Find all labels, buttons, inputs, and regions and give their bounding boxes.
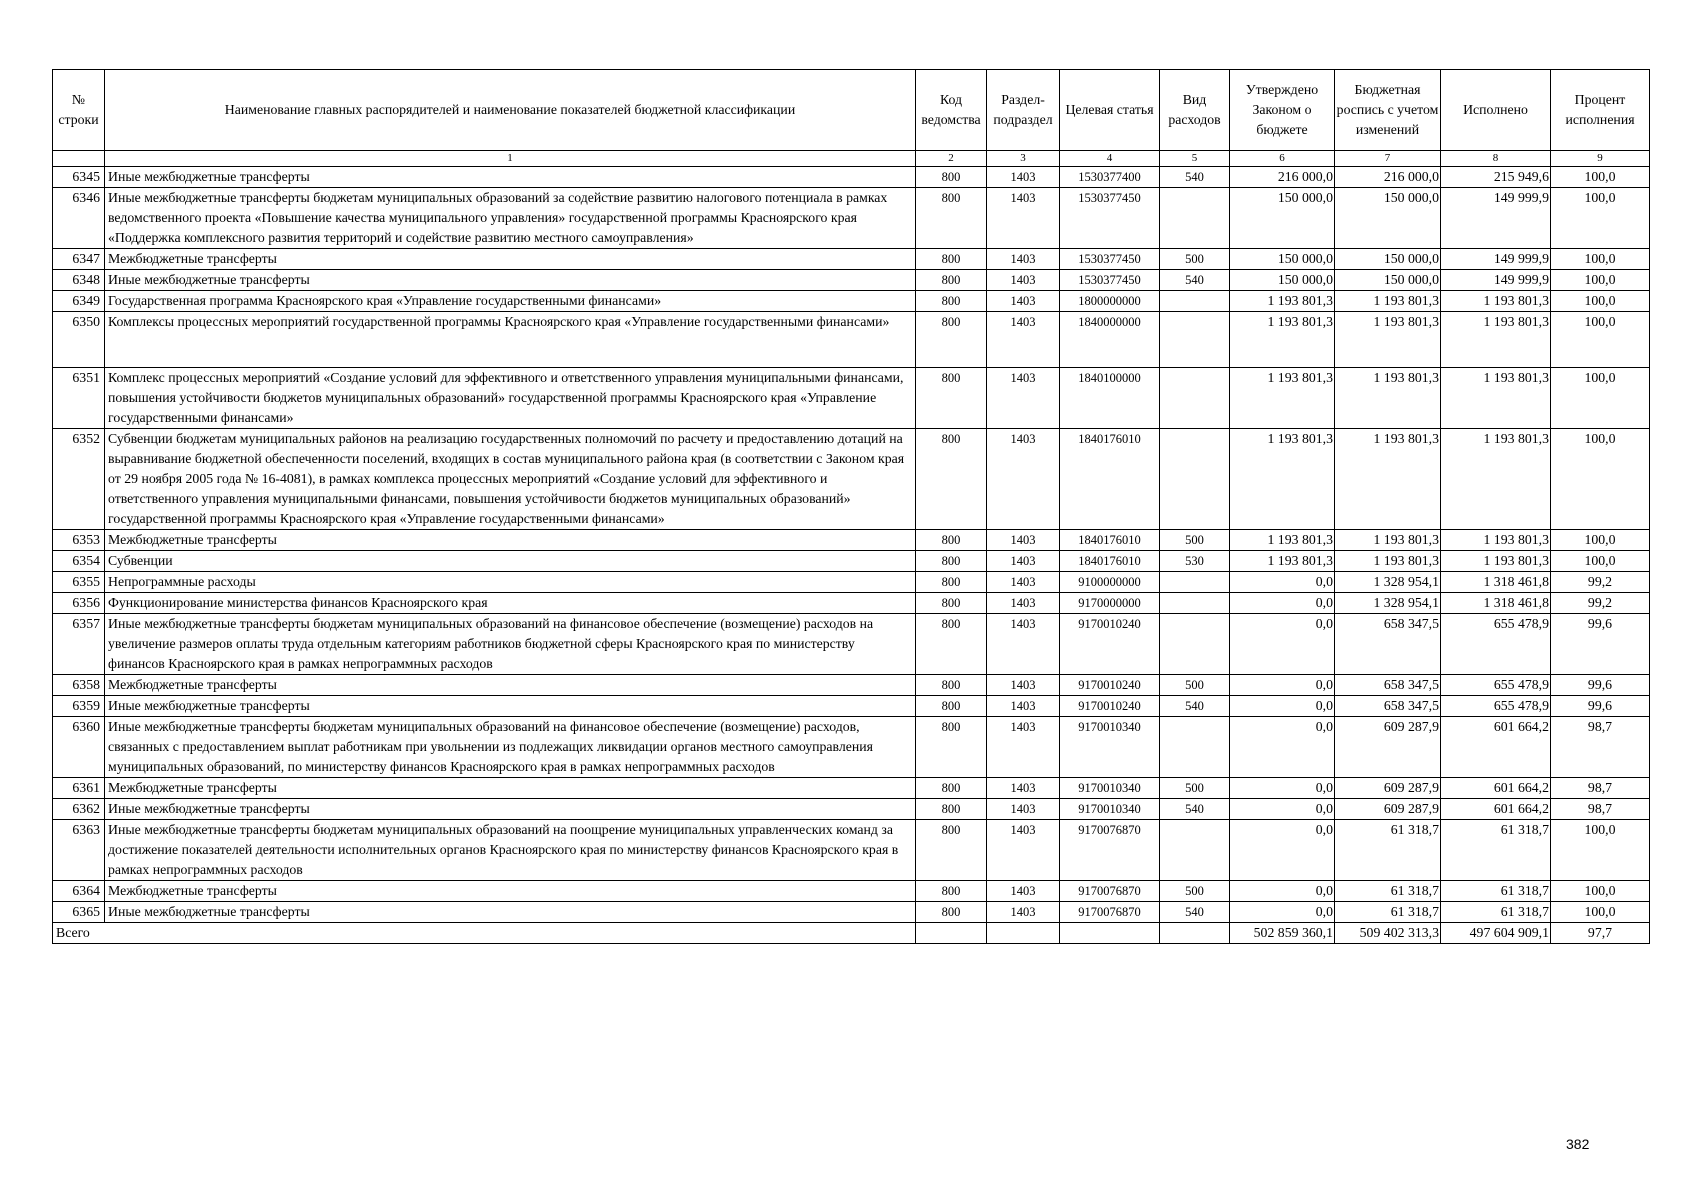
row-target-article: 9100000000 — [1060, 572, 1160, 593]
table-row — [53, 614, 1650, 675]
table-row — [53, 717, 1650, 778]
row-section: 1403 — [987, 778, 1060, 799]
column-number: 1 — [105, 151, 916, 167]
row-budget-plan: 150 000,0 — [1335, 188, 1441, 249]
row-name: Государственная программа Красноярского края «Управление государственными финансами» — [105, 291, 916, 312]
row-section: 1403 — [987, 799, 1060, 820]
row-dept-code: 800 — [916, 188, 987, 249]
row-section: 1403 — [987, 530, 1060, 551]
row-percent: 99,2 — [1551, 593, 1650, 614]
row-dept-code: 800 — [916, 249, 987, 270]
row-section: 1403 — [987, 696, 1060, 717]
row-number: 6347 — [53, 249, 105, 270]
row-target-article: 9170010340 — [1060, 778, 1160, 799]
row-dept-code: 800 — [916, 902, 987, 923]
row-expense-type: 530 — [1160, 551, 1230, 572]
row-executed: 655 478,9 — [1441, 614, 1551, 675]
row-executed: 149 999,9 — [1441, 249, 1551, 270]
row-name: Иные межбюджетные трансферты бюджетам муниципальных образований на поощрение муниципальных управленческих команд за достижение показателей деятельности исполнительных органов Красноярского края по министерству финансов Красноярского края в рамках непрограммных расходов — [105, 820, 916, 881]
row-number: 6354 — [53, 551, 105, 572]
row-approved: 1 193 801,3 — [1230, 551, 1335, 572]
row-percent: 99,6 — [1551, 675, 1650, 696]
row-section: 1403 — [987, 820, 1060, 881]
row-percent: 100,0 — [1551, 368, 1650, 429]
row-expense-type — [1160, 614, 1230, 675]
row-approved: 0,0 — [1230, 820, 1335, 881]
row-percent: 98,7 — [1551, 717, 1650, 778]
column-number: 5 — [1160, 151, 1230, 167]
row-executed: 1 193 801,3 — [1441, 291, 1551, 312]
row-budget-plan: 1 193 801,3 — [1335, 530, 1441, 551]
table-row — [53, 530, 1650, 551]
row-number: 6348 — [53, 270, 105, 291]
row-approved: 1 193 801,3 — [1230, 312, 1335, 368]
row-approved: 0,0 — [1230, 614, 1335, 675]
row-section: 1403 — [987, 614, 1060, 675]
row-approved: 1 193 801,3 — [1230, 368, 1335, 429]
row-name: Межбюджетные трансферты — [105, 675, 916, 696]
row-budget-plan: 1 328 954,1 — [1335, 593, 1441, 614]
row-target-article: 1840176010 — [1060, 530, 1160, 551]
row-name: Межбюджетные трансферты — [105, 881, 916, 902]
row-dept-code: 800 — [916, 429, 987, 530]
row-number: 6356 — [53, 593, 105, 614]
row-executed: 149 999,9 — [1441, 188, 1551, 249]
row-budget-plan: 1 193 801,3 — [1335, 551, 1441, 572]
header-expense-type: Вид расходов — [1160, 70, 1230, 151]
row-executed: 1 193 801,3 — [1441, 368, 1551, 429]
row-budget-plan: 1 193 801,3 — [1335, 429, 1441, 530]
total-approved: 502 859 360,1 — [1230, 923, 1335, 944]
row-budget-plan: 1 328 954,1 — [1335, 572, 1441, 593]
row-number: 6355 — [53, 572, 105, 593]
table-row — [53, 249, 1650, 270]
row-number: 6359 — [53, 696, 105, 717]
row-expense-type: 540 — [1160, 799, 1230, 820]
row-approved: 0,0 — [1230, 881, 1335, 902]
table-header-row — [53, 70, 1650, 151]
row-expense-type — [1160, 429, 1230, 530]
table-row — [53, 551, 1650, 572]
row-name: Межбюджетные трансферты — [105, 249, 916, 270]
row-executed: 1 318 461,8 — [1441, 572, 1551, 593]
row-target-article: 1530377450 — [1060, 270, 1160, 291]
row-target-article: 1840100000 — [1060, 368, 1160, 429]
column-number-row — [53, 151, 1650, 167]
row-executed: 1 193 801,3 — [1441, 429, 1551, 530]
total-empty-cell — [1160, 923, 1230, 944]
row-number: 6360 — [53, 717, 105, 778]
total-percent: 97,7 — [1551, 923, 1650, 944]
column-number: 6 — [1230, 151, 1335, 167]
row-approved: 0,0 — [1230, 799, 1335, 820]
column-number: 3 — [987, 151, 1060, 167]
row-section: 1403 — [987, 551, 1060, 572]
row-approved: 1 193 801,3 — [1230, 530, 1335, 551]
row-expense-type — [1160, 188, 1230, 249]
row-percent: 100,0 — [1551, 312, 1650, 368]
row-expense-type — [1160, 717, 1230, 778]
row-budget-plan: 150 000,0 — [1335, 249, 1441, 270]
row-approved: 1 193 801,3 — [1230, 291, 1335, 312]
row-dept-code: 800 — [916, 368, 987, 429]
row-section: 1403 — [987, 717, 1060, 778]
table-row — [53, 820, 1650, 881]
row-budget-plan: 216 000,0 — [1335, 167, 1441, 188]
total-empty-cell — [987, 923, 1060, 944]
row-percent: 99,6 — [1551, 614, 1650, 675]
row-name: Субвенции бюджетам муниципальных районов на реализацию государственных полномочий по расчету и предоставлению дотаций на выравнивание бюджетной обеспеченности поселений, входящих в состав муниципального района края (в соответствии с Законом края от 29 ноября 2005 года № 16-4081), в рамках комплекса процессных мероприятий «Создание условий для эффективного и ответственного управления муниципальными финансами, повышения устойчивости бюджетов муниципальных образований» государственной программы Красноярского края «Управление государственными финансами» — [105, 429, 916, 530]
row-approved: 0,0 — [1230, 717, 1335, 778]
row-name: Иные межбюджетные трансферты бюджетам муниципальных образований на финансовое обеспечение (возмещение) расходов на увеличение размеров оплаты труда отдельным категориям работников бюджетной сферы Красноярского края по министерству финансов Красноярского края в рамках непрограммных расходов — [105, 614, 916, 675]
row-target-article: 9170010340 — [1060, 717, 1160, 778]
header-approved: Утверждено Законом о бюджете — [1230, 70, 1335, 151]
row-name: Иные межбюджетные трансферты — [105, 696, 916, 717]
row-dept-code: 800 — [916, 312, 987, 368]
header-dept-code: Код ведомства — [916, 70, 987, 151]
row-expense-type: 540 — [1160, 270, 1230, 291]
row-number: 6361 — [53, 778, 105, 799]
row-expense-type — [1160, 312, 1230, 368]
row-number: 6345 — [53, 167, 105, 188]
total-plan: 509 402 313,3 — [1335, 923, 1441, 944]
row-budget-plan: 609 287,9 — [1335, 778, 1441, 799]
row-number: 6362 — [53, 799, 105, 820]
row-target-article: 1840000000 — [1060, 312, 1160, 368]
column-number: 7 — [1335, 151, 1441, 167]
row-section: 1403 — [987, 270, 1060, 291]
row-number: 6349 — [53, 291, 105, 312]
row-approved: 0,0 — [1230, 572, 1335, 593]
row-expense-type: 500 — [1160, 675, 1230, 696]
row-name: Иные межбюджетные трансферты — [105, 902, 916, 923]
row-percent: 98,7 — [1551, 778, 1650, 799]
row-dept-code: 800 — [916, 270, 987, 291]
column-number: 8 — [1441, 151, 1551, 167]
row-executed: 61 318,7 — [1441, 820, 1551, 881]
header-row-number: № строки — [53, 70, 105, 151]
row-percent: 100,0 — [1551, 429, 1650, 530]
row-percent: 100,0 — [1551, 249, 1650, 270]
table-row — [53, 312, 1650, 368]
row-approved: 1 193 801,3 — [1230, 429, 1335, 530]
row-number: 6365 — [53, 902, 105, 923]
row-dept-code: 800 — [916, 572, 987, 593]
row-number: 6351 — [53, 368, 105, 429]
row-section: 1403 — [987, 291, 1060, 312]
row-section: 1403 — [987, 167, 1060, 188]
row-executed: 655 478,9 — [1441, 696, 1551, 717]
row-dept-code: 800 — [916, 675, 987, 696]
row-approved: 0,0 — [1230, 778, 1335, 799]
row-expense-type: 500 — [1160, 249, 1230, 270]
budget-execution-table — [52, 69, 1650, 944]
row-expense-type: 500 — [1160, 530, 1230, 551]
table-row — [53, 188, 1650, 249]
row-percent: 100,0 — [1551, 530, 1650, 551]
row-dept-code: 800 — [916, 551, 987, 572]
budget-table-sheet — [52, 69, 1650, 944]
row-approved: 150 000,0 — [1230, 249, 1335, 270]
row-dept-code: 800 — [916, 593, 987, 614]
total-executed: 497 604 909,1 — [1441, 923, 1551, 944]
row-number: 6363 — [53, 820, 105, 881]
row-executed: 1 193 801,3 — [1441, 551, 1551, 572]
row-expense-type: 500 — [1160, 778, 1230, 799]
row-percent: 100,0 — [1551, 167, 1650, 188]
row-executed: 149 999,9 — [1441, 270, 1551, 291]
row-target-article: 1530377400 — [1060, 167, 1160, 188]
row-expense-type — [1160, 572, 1230, 593]
row-number: 6353 — [53, 530, 105, 551]
row-target-article: 9170000000 — [1060, 593, 1160, 614]
row-expense-type: 540 — [1160, 696, 1230, 717]
row-name: Комплексы процессных мероприятий государственной программы Красноярского края «Управление государственными финансами» — [105, 312, 916, 368]
row-number: 6358 — [53, 675, 105, 696]
row-dept-code: 800 — [916, 530, 987, 551]
row-executed: 1 318 461,8 — [1441, 593, 1551, 614]
row-target-article: 9170010240 — [1060, 614, 1160, 675]
row-budget-plan: 658 347,5 — [1335, 614, 1441, 675]
header-executed: Исполнено — [1441, 70, 1551, 151]
row-approved: 0,0 — [1230, 675, 1335, 696]
total-row — [53, 923, 1650, 944]
row-name: Иные межбюджетные трансферты — [105, 167, 916, 188]
row-target-article: 9170076870 — [1060, 820, 1160, 881]
row-percent: 100,0 — [1551, 551, 1650, 572]
row-section: 1403 — [987, 881, 1060, 902]
row-number: 6352 — [53, 429, 105, 530]
table-row — [53, 778, 1650, 799]
row-executed: 61 318,7 — [1441, 881, 1551, 902]
row-name: Иные межбюджетные трансферты бюджетам муниципальных образований за содействие развитию налогового потенциала в рамках ведомственного проекта «Повышение качества муниципального управления» государственной программы Красноярского края «Поддержка комплексного развития территорий и содействие развитию местного самоуправления» — [105, 188, 916, 249]
row-budget-plan: 61 318,7 — [1335, 902, 1441, 923]
row-target-article: 9170076870 — [1060, 881, 1160, 902]
row-number: 6364 — [53, 881, 105, 902]
row-budget-plan: 61 318,7 — [1335, 820, 1441, 881]
row-budget-plan: 609 287,9 — [1335, 717, 1441, 778]
table-row — [53, 902, 1650, 923]
row-budget-plan: 61 318,7 — [1335, 881, 1441, 902]
row-percent: 100,0 — [1551, 188, 1650, 249]
row-executed: 601 664,2 — [1441, 799, 1551, 820]
table-body — [53, 167, 1650, 923]
row-budget-plan: 658 347,5 — [1335, 675, 1441, 696]
table-row — [53, 675, 1650, 696]
row-number: 6350 — [53, 312, 105, 368]
row-executed: 601 664,2 — [1441, 717, 1551, 778]
column-number: 4 — [1060, 151, 1160, 167]
row-target-article: 9170010340 — [1060, 799, 1160, 820]
row-dept-code: 800 — [916, 799, 987, 820]
row-section: 1403 — [987, 188, 1060, 249]
table-row — [53, 799, 1650, 820]
row-budget-plan: 1 193 801,3 — [1335, 291, 1441, 312]
row-dept-code: 800 — [916, 614, 987, 675]
row-dept-code: 800 — [916, 820, 987, 881]
row-dept-code: 800 — [916, 167, 987, 188]
row-section: 1403 — [987, 249, 1060, 270]
header-section: Раздел-подраздел — [987, 70, 1060, 151]
table-row — [53, 429, 1650, 530]
table-row — [53, 572, 1650, 593]
table-row — [53, 593, 1650, 614]
row-budget-plan: 1 193 801,3 — [1335, 368, 1441, 429]
header-budget-plan: Бюджетная роспись с учетом изменений — [1335, 70, 1441, 151]
row-dept-code: 800 — [916, 778, 987, 799]
row-executed: 601 664,2 — [1441, 778, 1551, 799]
row-expense-type: 540 — [1160, 167, 1230, 188]
row-percent: 100,0 — [1551, 902, 1650, 923]
row-target-article: 1530377450 — [1060, 188, 1160, 249]
row-approved: 216 000,0 — [1230, 167, 1335, 188]
row-name: Иные межбюджетные трансферты — [105, 799, 916, 820]
row-dept-code: 800 — [916, 291, 987, 312]
row-executed: 655 478,9 — [1441, 675, 1551, 696]
table-row — [53, 696, 1650, 717]
column-number: 9 — [1551, 151, 1650, 167]
row-budget-plan: 1 193 801,3 — [1335, 312, 1441, 368]
page-number: 382 — [1566, 1136, 1590, 1152]
row-executed: 1 193 801,3 — [1441, 530, 1551, 551]
total-label: Всего — [53, 923, 916, 944]
row-budget-plan: 658 347,5 — [1335, 696, 1441, 717]
row-section: 1403 — [987, 675, 1060, 696]
row-dept-code: 800 — [916, 881, 987, 902]
row-percent: 99,2 — [1551, 572, 1650, 593]
row-target-article: 9170010240 — [1060, 696, 1160, 717]
total-empty-cell — [1060, 923, 1160, 944]
row-percent: 98,7 — [1551, 799, 1650, 820]
row-target-article: 1840176010 — [1060, 429, 1160, 530]
row-percent: 100,0 — [1551, 270, 1650, 291]
row-name: Иные межбюджетные трансферты — [105, 270, 916, 291]
column-number — [53, 151, 105, 167]
row-name: Функционирование министерства финансов Красноярского края — [105, 593, 916, 614]
row-approved: 150 000,0 — [1230, 188, 1335, 249]
row-number: 6346 — [53, 188, 105, 249]
row-percent: 100,0 — [1551, 291, 1650, 312]
header-percent: Процент исполнения — [1551, 70, 1650, 151]
row-approved: 0,0 — [1230, 902, 1335, 923]
row-name: Субвенции — [105, 551, 916, 572]
row-percent: 100,0 — [1551, 820, 1650, 881]
row-executed: 1 193 801,3 — [1441, 312, 1551, 368]
row-expense-type — [1160, 593, 1230, 614]
table-row — [53, 291, 1650, 312]
row-name: Иные межбюджетные трансферты бюджетам муниципальных образований на финансовое обеспечение (возмещение) расходов, связанных с предоставлением выплат работникам при увольнении из подлежащих ликвидации органов местного самоуправления муниципальных образований, по министерству финансов Красноярского края в рамках непрограммных расходов — [105, 717, 916, 778]
row-percent: 100,0 — [1551, 881, 1650, 902]
row-target-article: 1840176010 — [1060, 551, 1160, 572]
row-percent: 99,6 — [1551, 696, 1650, 717]
row-target-article: 9170010240 — [1060, 675, 1160, 696]
row-target-article: 1800000000 — [1060, 291, 1160, 312]
row-number: 6357 — [53, 614, 105, 675]
row-executed: 215 949,6 — [1441, 167, 1551, 188]
row-section: 1403 — [987, 593, 1060, 614]
row-section: 1403 — [987, 429, 1060, 530]
row-name: Комплекс процессных мероприятий «Создание условий для эффективного и ответственного управления муниципальными финансами, повышения устойчивости бюджетов муниципальных образований» государственной программы Красноярского края «Управление государственными финансами» — [105, 368, 916, 429]
row-executed: 61 318,7 — [1441, 902, 1551, 923]
column-number: 2 — [916, 151, 987, 167]
row-approved: 150 000,0 — [1230, 270, 1335, 291]
row-dept-code: 800 — [916, 696, 987, 717]
row-name: Межбюджетные трансферты — [105, 530, 916, 551]
row-expense-type: 500 — [1160, 881, 1230, 902]
table-row — [53, 270, 1650, 291]
table-row — [53, 167, 1650, 188]
row-expense-type: 540 — [1160, 902, 1230, 923]
table-row — [53, 881, 1650, 902]
row-name: Межбюджетные трансферты — [105, 778, 916, 799]
row-expense-type — [1160, 368, 1230, 429]
table-row — [53, 368, 1650, 429]
row-expense-type — [1160, 820, 1230, 881]
row-target-article: 9170076870 — [1060, 902, 1160, 923]
row-budget-plan: 150 000,0 — [1335, 270, 1441, 291]
row-budget-plan: 609 287,9 — [1335, 799, 1441, 820]
header-name: Наименование главных распорядителей и наименование показателей бюджетной классификации — [105, 70, 916, 151]
row-approved: 0,0 — [1230, 696, 1335, 717]
row-expense-type — [1160, 291, 1230, 312]
row-target-article: 1530377450 — [1060, 249, 1160, 270]
row-section: 1403 — [987, 902, 1060, 923]
row-section: 1403 — [987, 312, 1060, 368]
row-dept-code: 800 — [916, 717, 987, 778]
row-section: 1403 — [987, 572, 1060, 593]
row-section: 1403 — [987, 368, 1060, 429]
row-approved: 0,0 — [1230, 593, 1335, 614]
header-target-article: Целевая статья — [1060, 70, 1160, 151]
total-empty-cell — [916, 923, 987, 944]
row-name: Непрограммные расходы — [105, 572, 916, 593]
